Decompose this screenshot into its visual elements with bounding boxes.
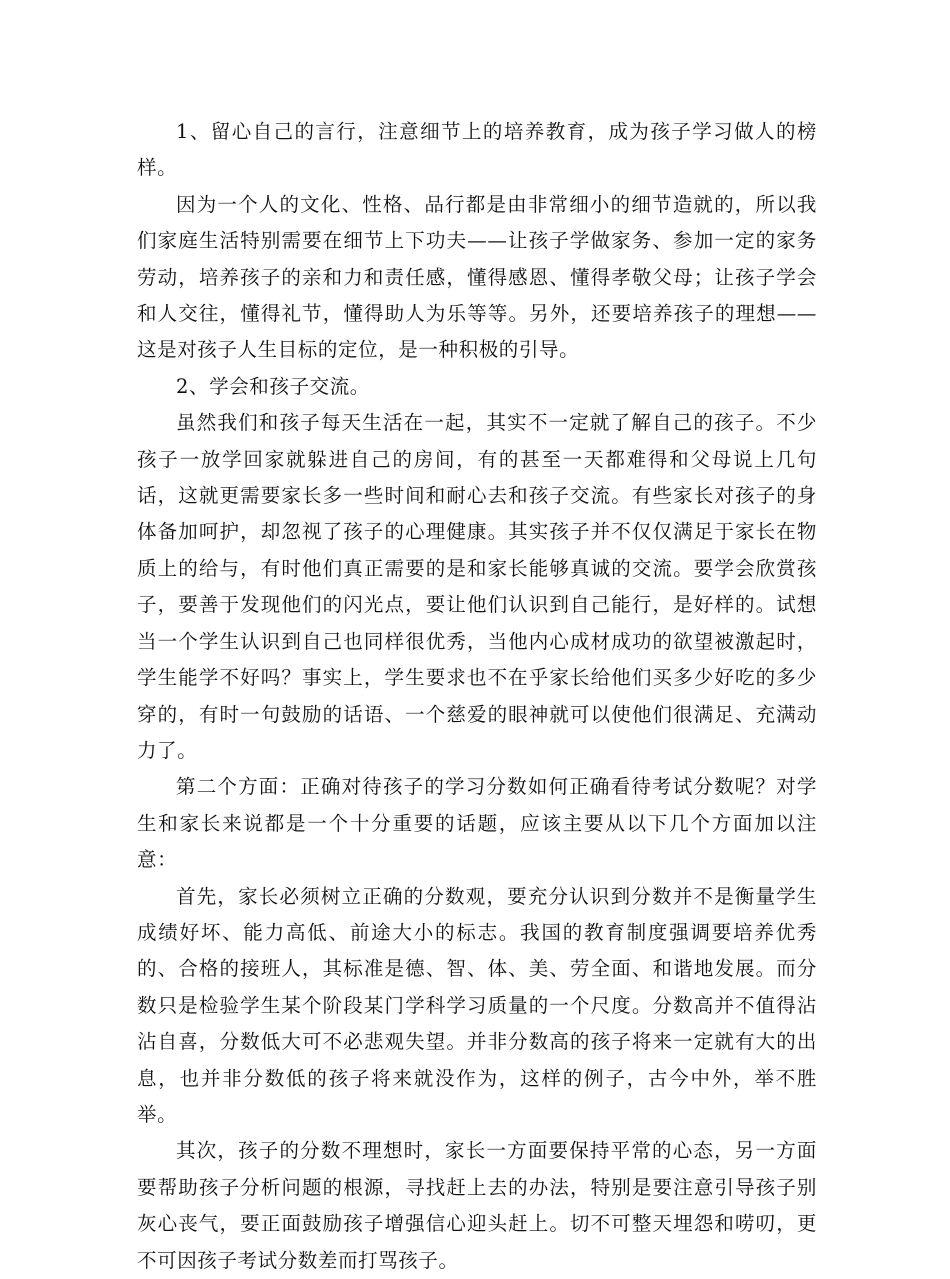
paragraph-second-aspect: 第二个方面：正确对待孩子的学习分数如何正确看待考试分数呢？对学生和家长来说都是一个十分重要的话题，应该主要从以下几个方面加以注意： (137, 775, 817, 872)
paragraph-communication: 虽然我们和孩子每天生活在一起，其实不一定就了解自己的孩子。不少孩子一放学回家就躲进自己的房间，有的甚至一天都难得和父母说上几句话，这就更需要家长多一些时间和耐心去和孩子交流。有些家长对孩子的身体备加呵护，却忽视了孩子的心理健康。其实孩子并不仅仅满足于家长在物质上的给与，有时他们真正需要的是和家长能够真诚的交流。要学会欣赏孩子，要善于发现他们的闪光点，要让他们认识到自己能行，是好样的。试想当一个学生认识到自己也同样很优秀，当他内心成材成功的欲望被激起时，学生能学不好吗？事实上，学生要求也不在乎家长给他们买多少好吃的多少穿的，有时一句鼓励的话语、一个慈爱的眼神就可以使他们很满足、充满动力了。 (137, 411, 817, 762)
heading-point-2: 2、学会和孩子交流。 (176, 374, 370, 398)
heading-point-1: 1、留心自己的言行，注意细节上的培养教育，成为孩子学习做人的榜样。 (137, 120, 817, 180)
paragraph-first-point: 首先，家长必须树立正确的分数观，要充分认识到分数并不是衡量学生成绩好坏、能力高低、前途大小的标志。我国的教育制度强调要培养优秀的、合格的接班人，其标准是德、智、体、美、劳全面、和谐地发展。而分数只是检验学生某个阶段某门学科学习质量的一个尺度。分数高并不值得沾沾自喜，分数低大可不必悲观失望。并非分数高的孩子将来一定就有大的出息，也并非分数低的孩子将来就没作为，这样的例子，古今中外，举不胜举。 (137, 884, 817, 1126)
document-body (137, 112, 817, 1279)
paragraph-details: 因为一个人的文化、性格、品行都是由非常细小的细节造就的，所以我们家庭生活特别需要在细节上下功夫——让孩子学做家务、参加一定的家务劳动，培养孩子的亲和力和责任感，懂得感恩、懂得孝敬父母；让孩子学会和人交往，懂得礼节，懂得助人为乐等等。另外，还要培养孩子的理想——这是对孩子人生目标的定位，是一种积极的引导。 (137, 192, 817, 362)
paragraph-second-point: 其次，孩子的分数不理想时，家长一方面要保持平常的心态，另一方面要帮助孩子分析问题的根源，寻找赶上去的办法，特别是要注意引导孩子别灰心丧气，要正面鼓励孩子增强信心迎头赶上。切不可整天埋怨和唠叨，更不可因孩子考试分数差而打骂孩子。 (137, 1139, 817, 1272)
